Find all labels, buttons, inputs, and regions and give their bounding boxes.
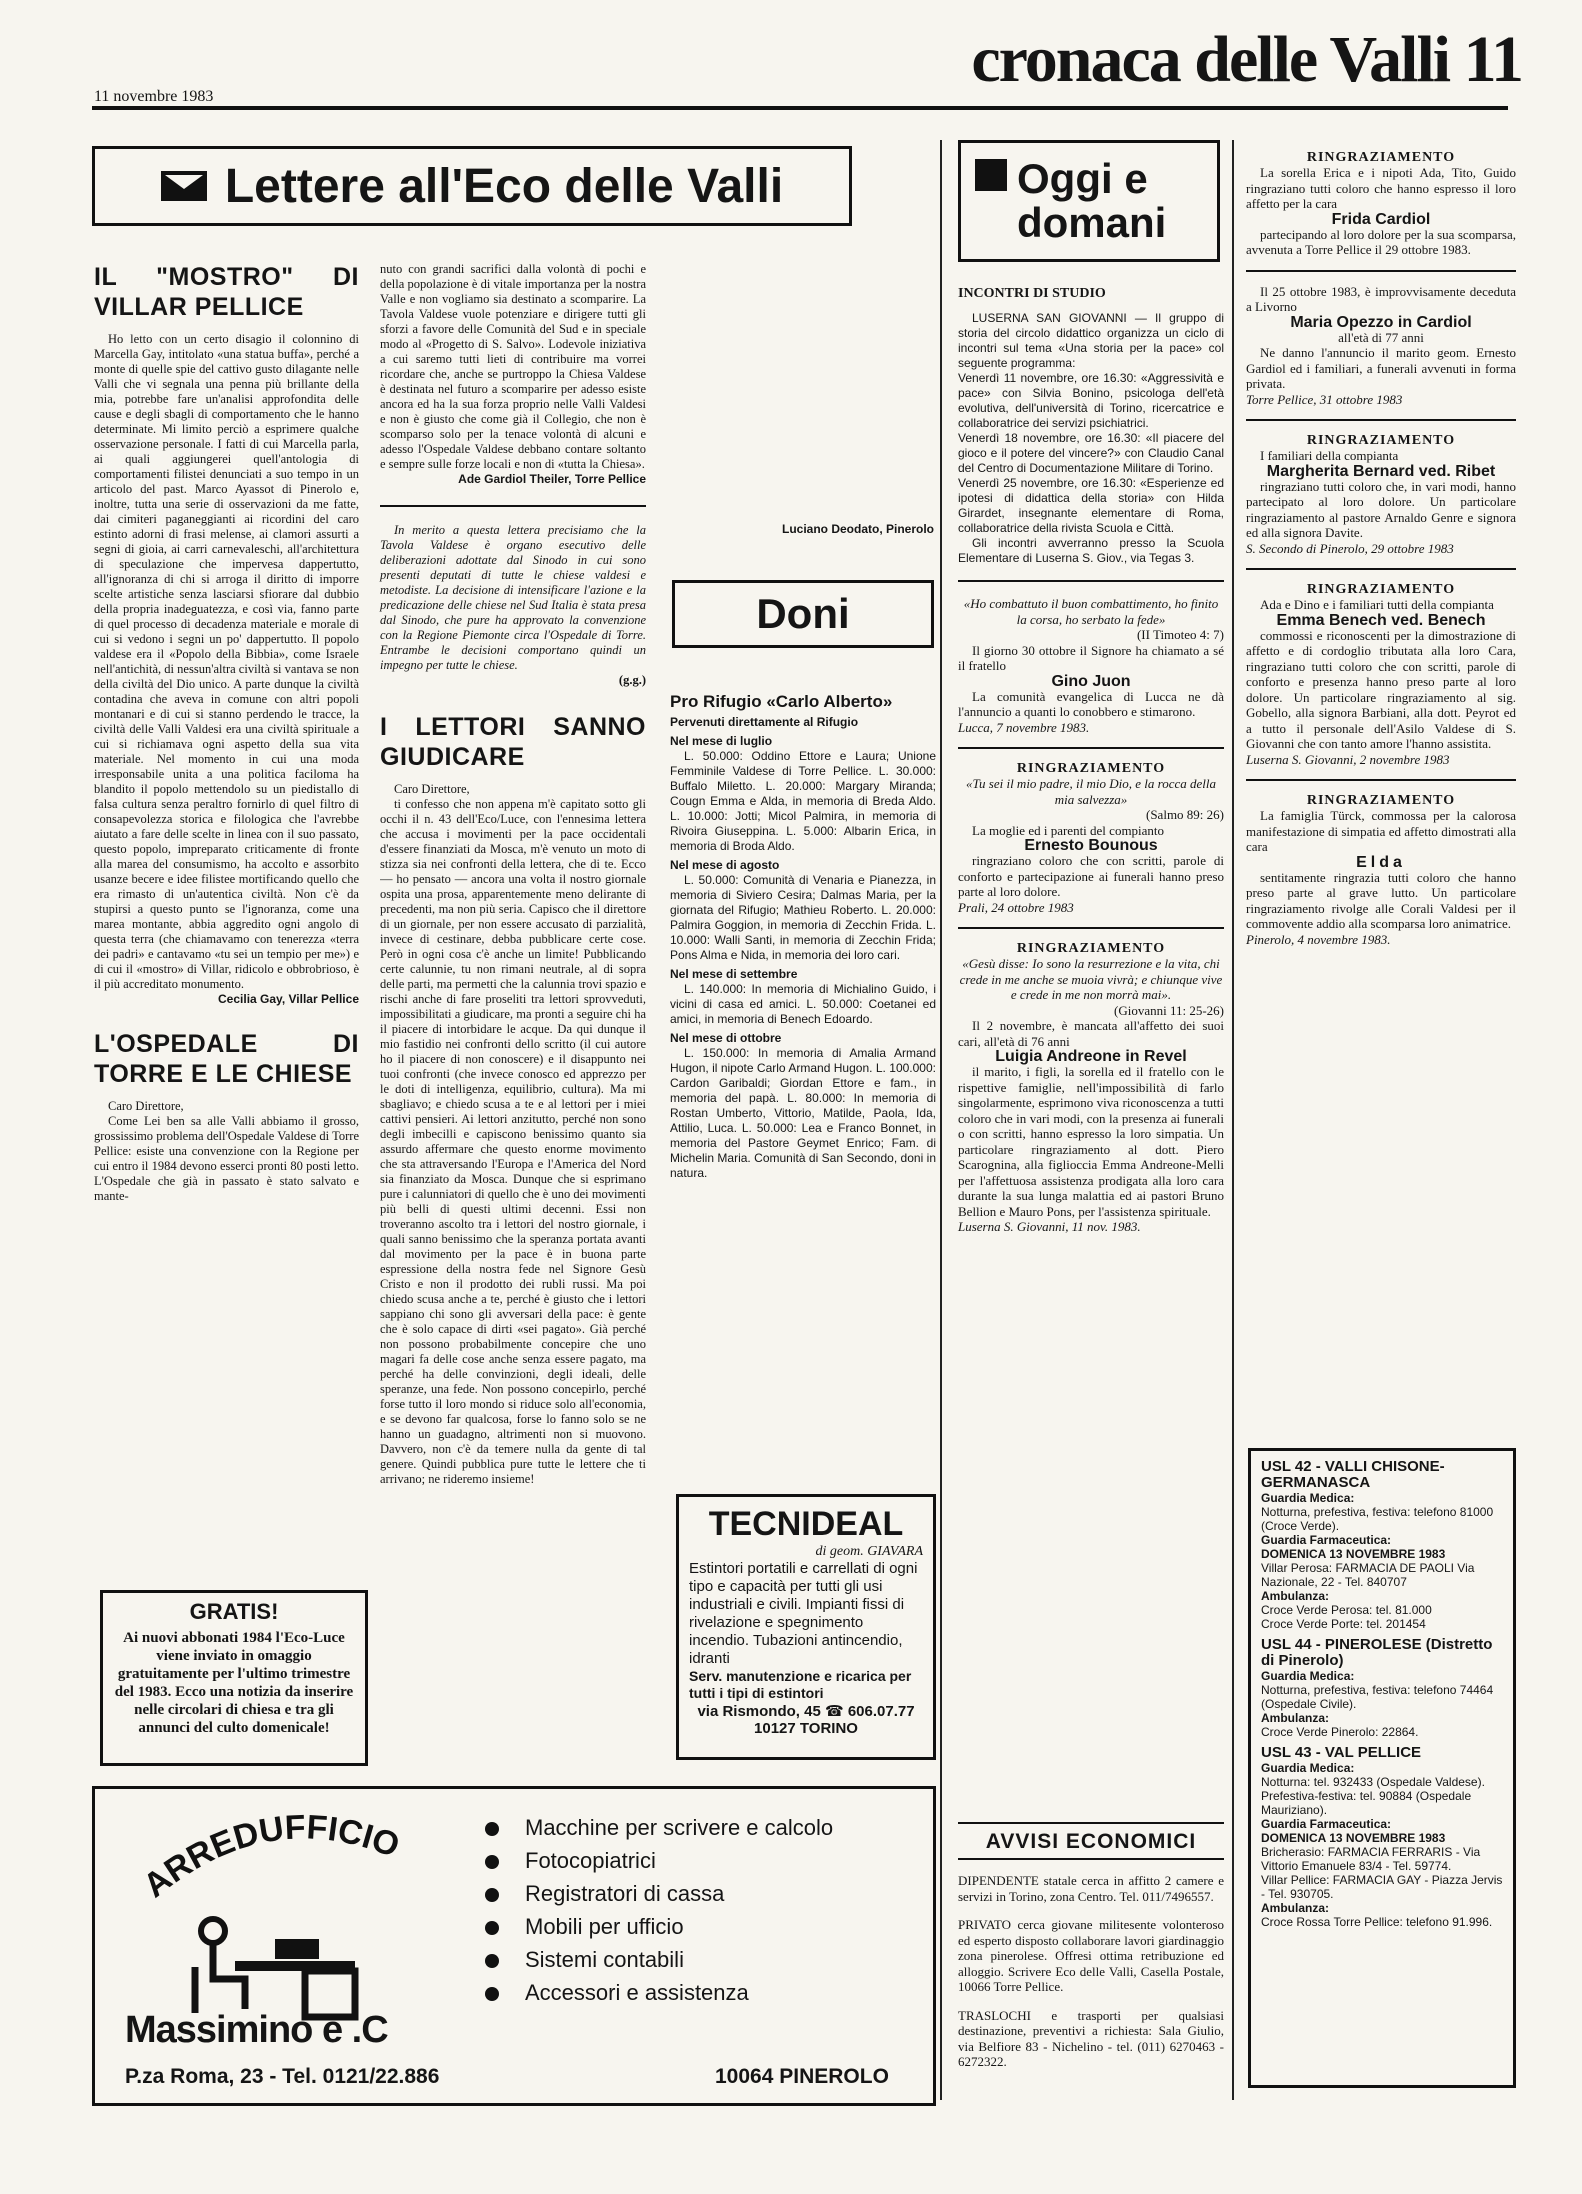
bernard-head: RINGRAZIAMENTO (1306, 433, 1456, 448)
bullet-icon (485, 1987, 499, 2001)
elda-text2: sentitamente ringrazia tutti coloro che hanno preso parte al grave lutto. Un particolare ringraziamento rivolge alle Corali Valdesi per il commovente addio alla scomparsa loro animatrice. (1246, 869, 1516, 931)
opezzo-age: all'età di 77 anni (1338, 329, 1424, 345)
bullet-icon (485, 1921, 499, 1935)
usl43-l1: Notturna: tel. 932433 (Ospedale Valdese). (1261, 1775, 1485, 1789)
doni-sub: Pervenuti direttamente al Rifugio (670, 715, 859, 729)
juon-body: Il giorno 30 ottobre il Signore ha chiamato a sé il fratello (958, 642, 1224, 673)
doni-text-4: L. 150.000: In memoria di Amalia Armand Hugon, il nipote Carlo Armand Hugon. L. 100.000: Cardon Garibaldi; Giordan Ettore e fam., in memoria del papà. L. 80.000: In memoria di Rostan Umberto, Vittorio, Matilde, Paola, Ida, Attilio, Luca. L. 50.000: Lea e Franco Bonnet, in memoria del Pastore Geymet Enrico; Fam. di Michelin Maria. Comunità di San Secondo, doni in natura. (670, 1046, 936, 1180)
gratis-body: Ai nuovi abbonati 1984 l'Eco-Luce viene inviato in omaggio gratuitamente per l'ultimo trimestre del 1983. Ecco una notizia da inserire nelle circolari di chiesa e tra gli annunci del culto domenicale! (114, 1630, 354, 1736)
andreone-head: RINGRAZIAMENTO (1016, 941, 1166, 956)
usl43-l2: Prefestiva-festiva: tel. 90884 (Ospedale Mauriziano). (1261, 1789, 1472, 1817)
elda-head: RINGRAZIAMENTO (1306, 793, 1456, 808)
tecnideal-ad (676, 1494, 936, 1760)
avvisi-item-1: DIPENDENTE statale cerca in affitto 2 camere e servizi in Torino, zona Centro. Tel. 011/7496557. (958, 1873, 1224, 1904)
tecnideal-title: TECNIDEAL (708, 1505, 904, 1543)
masthead: cronaca delle Valli 11 (971, 23, 1522, 96)
usl42-l1: Notturna, prefestiva, festiva: telefono 81000 (Croce Verde). (1261, 1505, 1494, 1533)
arredufficio-item-label: Macchine per scrivere e calcolo (525, 1815, 834, 1840)
avvisi-title: AVVISI ECONOMICI (985, 1830, 1197, 1853)
elda-name: Elda (1356, 853, 1406, 871)
column-3 (668, 262, 934, 537)
editor-note: In merito a questa lettera precisiamo che la Tavola Valdese è organo esecutivo delle deliberazioni adottate dal Sinodo in cui sono presenti deputati di tutte le chiese valdesi e metodiste. La decisione di intensificare l'azione e la predicazione delle chiese nel Sud Italia è stata presa dal Sinodo, che pure ha approvato la convenzione con la Regione Piemonte circa l'Ospedale di Torre. Entrambe le decisioni comportano quindi un impegno per tutte le chiese. (380, 523, 646, 672)
gratis-box (100, 1590, 368, 1766)
doni-month-3: Nel mese di settembre (670, 967, 798, 981)
opezzo-name: Maria Opezzo in Cardiol (1290, 313, 1472, 331)
oggi-section: INCONTRI DI STUDIO (958, 286, 1106, 301)
bullet-icon (485, 1954, 499, 1968)
doni-box (672, 580, 934, 648)
tecnideal-body: Estintori portatili e carrellati di ogni tipo e capacità per tutti gli usi industriali e civili. Impianti fissi di rivelazione e spegnimento incendio. Tubazioni antincendio, idranti (689, 1560, 918, 1667)
bullet-icon (485, 1855, 499, 1869)
header-rule (92, 106, 1508, 110)
usl42-title: USL 42 - VALLI CHISONE-GERMANASCA (1261, 1458, 1445, 1491)
svg-text:ARREDUFFICIO (136, 1808, 404, 1905)
andreone-quote: «Gesù disse: Io sono la resurrezione e la vita, chi crede in me anche se muoia vivrà; e chiunque vive e crede in me non morrà mai». (959, 956, 1223, 1002)
arredufficio-item (485, 1910, 833, 1943)
arredufficio-item-label: Sistemi contabili (525, 1947, 684, 1972)
bernard-text1: I familiari della compianta (1260, 448, 1399, 463)
arredufficio-item-label: Registratori di cassa (525, 1881, 725, 1906)
doni-title: Doni (756, 590, 850, 637)
usl-box (1248, 1448, 1516, 2088)
square-icon (975, 159, 1007, 191)
opezzo-text1: Il 25 ottobre 1983, è improvvisamente deceduta a Livorno (1246, 283, 1516, 314)
bernard-text2: ringraziano tutti coloro che, in vari modi, hanno partecipato al loro dolore. Un particolare ringraziamento al pastore Arnaldo Genre e signora ed alla signora Davite. (1246, 478, 1516, 540)
avvisi-item-2: PRIVATO cerca giovane militesente volonteroso ed esperto disposto collaborare lavori giardinaggio zona pinerolese. Offresi ottima retribuzione ed alloggio. Scrivere Eco delle Valli, Casella Postale, 10066 Torre Pellice. (958, 1917, 1224, 1994)
avvisi-top-rule (958, 1822, 1224, 1824)
col2-body: nuto con grandi sacrifici dalla volontà di pochi e della popolazione è di vitale importanza per la nostra Valle e non vogliamo sia destinato a scomparire. La Tavola Valdese vuole potenziare e dirigere tutti gli sforzi a favore delle Comunità del Sud e in speciale modo al «Progetto di S. Salvo». Lodevole iniziativa a cui saremo tutti lieti di contribuire ma vorrei ricordare che, anche se purtroppo la Chiesa Valdese è destinata nel futuro a scomparire per adesso esiste ancora ed ha la sua forza proprio nelle Valli Valdesi e non è giusto che come già il Collegio, che non è scomparso solo per la tenace volontà di alcuni e adesso l'Ospedale Valdese debbano contare soltanto e sempre sulle forze locali e non di «tutta la Chiesa». (380, 262, 646, 471)
usl42-l2: Guardia Farmaceutica: (1261, 1533, 1392, 1547)
sep-elda (1246, 779, 1516, 781)
usl43-l4: DOMENICA 13 NOVEMBRE 1983 (1261, 1831, 1446, 1845)
bounous-body: La moglie ed i parenti del compianto (972, 822, 1165, 838)
oggi-content (958, 286, 1224, 1235)
tecnideal-city: 10127 TORINO (754, 1720, 858, 1737)
andreone-ref: (Giovanni 11: 25-26) (1114, 1002, 1224, 1018)
col2-separator (380, 505, 646, 507)
mostro-body: Ho letto con un certo disagio il colonnino di Marcella Gay, intitolato «una statua buffa», perché a monte di quelle spie del cattivo gusto dilagante nelle Valli che vi segnala una penna più brillante della mia, potrebbe fare un'analisi approfondita delle cause e degli sbagli di comportamento che le hanno determinate. Mi limito perciò a esprimere qualche osservazione personale. I fatti di cui Marcella parla, ai quali aggiungerei quell'antologia di comportamenti filistei denunciati a suo tempo in un articolo del past. Marco Ayassot di Pinerolo e, inoltre, tutta una serie di osservazioni da me fatte, dai cimiteri paganeggianti ai ricordini del caro estinto adorni di frasi melense, ai clamori assurti a segni di gioia, ai carri carnevaleschi, all'architettura di speculazione che impervesa dappertutto, all'ignoranza di chi si arroga il diritto di imporre scelte artistiche senza lasciarsi sfiorare dal dubbio della propria inadeguatezza, e così via, fanno parte di quel processo di decadenza materiale e morale di cui si vedono i segni un po' dappertutto. Il popolo valdese era il «Popolo della Bibbia», come Israele nell'antichità, di nessun'altra civiltà si vantava se non della civiltà del Dio unico. A parte dunque la civiltà contadina che aveva in comune con altri popoli montanari e di cui si stanno perdendo le tracce, la civiltà delle Valli Valdesi era una civiltà spirituale a cui si richiamava ogni aspetto della sua vita materiale. Nel momento in cui una moda irresponsabile unita a una politica faciloma ha blandito il popolo mettendolo su un piedistallo di falsa cultura senza peraltro fornirlo di quel filtro di consapevolezza storica e filologica che l'avrebbe aiutato a fare delle scelte in linea con il suo passato, questo popolo, impreparato criticamente di fronte alla marea del consumismo, ha accolto e assorbito usanze becere e idee filistee mortificando quello che era rimasto di un'autentica civiltà. Non c'è da stupirsi a questo punto se l'ignoranza, come una marea montante, abbia aggredito ogni angolo di questa terra (che chiamavamo con tenerezza «terra dei padri» e cantavamo «tu sei un tempio per me») e di cui il «mostro» di Villar, ridicolo e obbrobrioso, è il più accreditato monumento. (94, 332, 359, 991)
envelope-icon (161, 171, 207, 201)
usl44-l0: Guardia Medica: (1261, 1669, 1355, 1683)
bounous-text: ringraziano coloro che con scritti, parole di conforto e partecipazione ai funerali hanno preso parte al loro dolore. (958, 853, 1224, 899)
lettori-salutation: Caro Direttore, (394, 782, 470, 796)
benech-place: Luserna S. Giovanni, 2 novembre 1983 (1246, 751, 1450, 767)
sep-bounous (958, 747, 1224, 749)
doni-heading: Pro Rifugio «Carlo Alberto» (670, 692, 893, 711)
bullet-icon (485, 1822, 499, 1836)
usl44-l1: Notturna, prefestiva, festiva: telefono 74464 (Ospedale Civile). (1261, 1683, 1494, 1711)
oggi-title: Oggi e domani (1017, 155, 1167, 246)
tecnideal-service: Serv. manutenzione e ricarica per tutti i tipi di estintori (689, 1668, 912, 1701)
opezzo-text2: Ne danno l'annuncio il marito geom. Ernesto Gardiol ed i familiari, a funerali avvenuti in forma privata. (1246, 345, 1516, 391)
arredufficio-logo (115, 1799, 475, 1919)
letters-title: Lettere all'Eco delle Valli (224, 159, 784, 213)
arredufficio-ad (92, 1786, 936, 2106)
column-1 (94, 262, 359, 1204)
usl44-title: USL 44 - PINEROLESE (Distretto di Pinerolo) (1261, 1636, 1493, 1669)
bernard-name: Margherita Bernard ved. Ribet (1266, 462, 1496, 480)
bounous-name: Ernesto Bounous (1024, 837, 1158, 854)
usl43-title: USL 43 - VAL PELLICE (1261, 1744, 1422, 1761)
doni-month-4: Nel mese di ottobre (670, 1031, 782, 1045)
usl42-l0: Guardia Medica: (1261, 1491, 1355, 1505)
opezzo-place: Torre Pellice, 31 ottobre 1983 (1246, 391, 1403, 407)
usl42-l7: Croce Verde Porte: tel. 201454 (1261, 1617, 1426, 1631)
sep-juon (958, 580, 1224, 582)
bounous-place: Prali, 24 ottobre 1983 (958, 899, 1074, 915)
arredufficio-item (485, 1943, 833, 1976)
usl43-l7: Ambulanza: (1261, 1901, 1330, 1915)
doni-text-3: L. 140.000: In memoria di Michialino Guido, i vicini di casa ed amici. L. 50.000: Coetanei ed amici, in memoria di Benech Edoardo. (670, 982, 936, 1026)
doni-text-1: L. 50.000: Oddino Ettore e Laura; Unione Femminile Valdese di Torre Pellice. L. 30.000: Buffalo Miletto. L. 20.000: Margary Miranda; Cougn Emma e Alda, in memoria di Breda Aldo. L. 10.000: Jotti; Micol Palmira, in memoria di Rivoira Giuseppina. L. 5.000: Albarin Erica, in memoria di Broda Aldo. (670, 749, 936, 853)
andreone-text: il marito, i figli, la sorella ed il fratello con le rispettive famiglie, nell'impossibilità di farlo singolarmente, esprimono viva riconoscenza a tutti coloro che in vari modi, con la presenza ai funerali o con scritti, hanno espresso la loro simpatia. Un particolare ringraziamento al dott. Piero Scarognina, alla figlioccia Emma Andreone-Melli per l'affettuosa assistenza prodigata alla loro cara durante la sua lunga malattia ed ai pastori Bruno Bellion e Mauro Pons, per l'assistenza spirituale. (958, 1064, 1224, 1219)
ospedale-body: Come Lei ben sa alle Valli abbiamo il grosso, grossissimo problema dell'Ospedale Valdese di Torre Pellice: esiste una convenzione con la Regione per cui entro il 1984 devono esserci pronti 80 posti letto. L'Ospedale che già in passato è stato salvato e mante- (94, 1114, 359, 1203)
arredufficio-item-label: Accessori e assistenza (525, 1980, 749, 2005)
cardiol-text2: partecipando al loro dolore per la sua scomparsa, avvenuta a Torre Pellice il 29 ottobre 1983. (1246, 226, 1516, 257)
bounous-ref: (Salmo 89: 26) (1146, 807, 1224, 822)
elda-text1: La famiglia Türck, commossa per la calorosa manifestazione di simpatia ed affetto dimostrati alla cara (1246, 808, 1516, 854)
oggi-intro: LUSERNA SAN GIOVANNI — Il gruppo di storia del circolo didattico organizza un ciclo di incontri sul tema «Una storia per la pace» col seguente programma: (958, 311, 1224, 370)
arredufficio-logo-text: ARREDUFFICIO (136, 1808, 405, 1906)
column-5 (1246, 150, 1516, 947)
cardiol-name: Frida Cardiol (1331, 210, 1431, 228)
usl43-l0: Guardia Medica: (1261, 1761, 1355, 1775)
arredufficio-name: Massimino e .C (125, 2009, 388, 2051)
usl42-l4: Villar Perosa: FARMACIA DE PAOLI Via Nazionale, 22 - Tel. 840707 (1261, 1561, 1475, 1589)
ospedale-salutation: Caro Direttore, (108, 1099, 184, 1113)
issue-date: 11 novembre 1983 (94, 88, 214, 105)
doni-list (670, 694, 936, 1181)
doni-month-1: Nel mese di luglio (670, 734, 773, 748)
oggi-item-2: Venerdì 18 novembre, ore 16.30: «Il piacere del gioco e il potere del vincere?» con Claudio Canal del Centro di Documentazione Militare di Torino. (958, 431, 1224, 475)
cardiol-text1: La sorella Erica e i nipoti Ada, Tito, Guido ringraziano tutti coloro che hanno espresso il loro affetto per la cara (1246, 165, 1516, 211)
usl42-l3: DOMENICA 13 NOVEMBRE 1983 (1261, 1547, 1446, 1561)
mostro-title: IL "MOSTRO" DI VILLAR PELLICE (94, 263, 359, 321)
usl44-l2: Ambulanza: (1261, 1711, 1330, 1725)
cardiol-head: RINGRAZIAMENTO (1306, 150, 1456, 165)
arredufficio-item (485, 1844, 833, 1877)
doni-text-2: L. 50.000: Comunità di Venaria e Pianezza, in memoria di Siviero Cesira; Dalmas Maria, per la giornata del Rifugio; Mathieu Roberto. L. 20.000: Palmira Goggion, in memoria di Zecchin Frida. L. 10.000: Walli Santi, in memoria di Zecchin Frida; Pons Alma e Nida, in memoria dei loro cari. (670, 873, 936, 962)
juon-place: Lucca, 7 novembre 1983. (958, 719, 1090, 735)
bernard-place: S. Secondo di Pinerolo, 29 ottobre 1983 (1246, 540, 1454, 556)
tecnideal-sub: di geom. GIAVARA (815, 1544, 923, 1559)
avvisi (958, 1822, 1224, 2083)
andreone-place: Luserna S. Giovanni, 11 nov. 1983. (958, 1219, 1141, 1234)
juon-ref: (II Timoteo 4: 7) (1136, 627, 1224, 642)
sep-bernard (1246, 419, 1516, 421)
avvisi-rule (958, 1858, 1224, 1860)
benech-name: Emma Benech ved. Benech (1276, 611, 1486, 629)
elda-place: Pinerolo, 4 novembre 1983. (1246, 931, 1391, 947)
tecnideal-address: via Rismondo, 45 ☎ 606.07.77 (697, 1703, 915, 1720)
lettori-title: I LETTORI SANNO GIUDICARE (380, 713, 646, 771)
arredufficio-city: 10064 PINEROLO (715, 2065, 889, 2088)
juon-text: La comunità evangelica di Lucca ne dà l'annuncio a quanti lo conobbero e stimarono. (958, 688, 1224, 719)
arredufficio-item (485, 1811, 833, 1844)
arredufficio-list (485, 1811, 833, 2009)
andreone-name: Luigia Andreone in Revel (995, 1048, 1187, 1065)
oggi-box (958, 140, 1220, 262)
sep-opezzo (1246, 270, 1516, 272)
juon-name: Gino Juon (1051, 672, 1131, 690)
bounous-quote: «Tu sei il mio padre, il mio Dio, e la rocca della mia salvezza» (966, 776, 1216, 807)
oggi-item-1: Venerdì 11 novembre, ore 16.30: «Aggressività e pace» con Silvia Bonino, psicologa dell'età evolutiva, dell'università di Torino, ricercatrice e collaboratrice dei servizi psichiatrici. (958, 371, 1224, 430)
letters-section-header (92, 146, 852, 226)
usl44-l3: Croce Verde Pinerolo: 22864. (1261, 1725, 1419, 1739)
juon-quote: «Ho combattuto il buon combattimento, ho finito la corsa, ho serbato la fede» (963, 596, 1219, 627)
usl43-l8: Croce Rossa Torre Pellice: telefono 91.996. (1261, 1915, 1493, 1929)
arredufficio-item (485, 1877, 833, 1910)
sep-benech (1246, 568, 1516, 570)
column-rule (1232, 140, 1234, 2100)
arredufficio-item (485, 1976, 833, 2009)
editor-note-signature: (g.g.) (618, 673, 646, 687)
usl43-l5: Bricherasio: FARMACIA FERRARIS - Via Vittorio Emanuele 83/4 - Tel. 59774. (1261, 1845, 1481, 1873)
oggi-item-3: Venerdì 25 novembre, ore 16.30: «Esperienze ed ipotesi di didattica della storia» con Hilda Girardet, insegnante elementare di Roma, collaboratrice della rivista Scuola e Città. (958, 476, 1224, 535)
benech-text2: commossi e riconoscenti per la dimostrazione di affetto e di cordoglio tributata alla loro Cara, ringraziano tutti coloro che con scritti, parole di conforto e presenza hanno preso parte al loro dolore. Un particolare ringraziamento al sig. Gobello, alla signora Barbiani, alla dott. Peyrot ed a tutto il personale dell'Asilo Valdese di S. Giovanni che con tanto amore l'hanno assistita. (1246, 627, 1516, 751)
bounous-head: RINGRAZIAMENTO (1016, 761, 1166, 776)
col2-signature: Ade Gardiol Theiler, Torre Pellice (458, 472, 646, 486)
usl43-l3: Guardia Farmaceutica: (1261, 1817, 1392, 1831)
arredufficio-item-label: Mobili per ufficio (525, 1914, 684, 1939)
lettori-body: ti confesso che non appena m'è capitato sotto gli occhi il n. 43 dell'Eco/Luce, con l'ennesima lettera che accusa i movimenti per la pace occidentali d'essere finanziati da Mosca, m'è venuto un moto di stizza sia nei confronti della lettera, che di te. Ecco — ho pensato — ancora una volta il nostro giornale ospita una prosa, apparentemente meno delirante di precedenti, ma non più seria. Capisco che il direttore di un giornale, per non essere accusato di parzialità, invece di cestinare, debba pubblicare certe cose. Però in ogni cosa c'è anche un limite! Pubblicando certe calunnie, tu non rimani neutrale, al di sopra delle parti, ma permetti che la calunnia trovi spazio e rischi anche di fare proseliti tra lettori sprovveduti, impossibilitati a giudicare, ma pronti a seguire chi ha il piacere di intorbidare le acque. Da qui dunque il mio fastidio nei confronti dello scritto (il cui autore ho il piacere di non conoscere) e il disappunto nei tuoi confronti (che invece conosco ed apprezzo per le doti di intelligenza, equilibrio, cultura). Ma mi sbagliavo; e chiedo scusa a te e al lettori per i miei cattivi pensieri. Ai lettori anzitutto, perché non sono degli imbecilli e capiscono benissimo quanto sia assurdo affermare che questo enorme movimento che sta attraversando l'Europa e l'America del Nord sia finanziato da Mosca. Dunque che si esprimano pure i calunniatori di quello che è uno dei movimenti più belli di questi ultimi decenni. Essi non troveranno ascolto tra i lettori del nostro giornale, i quali sanno benissimo che la speranza portata avanti dal movimento per la pace è in buona parte espressione della nostra fede nel Signore Gesù Cristo e non il prodotto dei rubli russi. Ma poi chiedo scusa anche a te, perché è giusto che i lettori sappiano chi sono gli avversari della pace: è gente che è solo capace di dirti «sei pagato». Già perché non possono probabilmente concepire che uno magari fa delle cose anche senza essere pagato, ma perché ha delle convinzioni, degli ideali, delle speranze, una fede. Non possono concepirlo, perché forse tutto il loro mondo si riduce solo all'economia, e se devono far qualcosa, forse lo fanno solo se ne hanno un guadagno, altrimenti non si muovono. Davvero, non c'è da temere nulla da gente di tal genere. Quindi pubblica pure tutte le lettere che ti arrivano; ne rideremo insieme! (380, 797, 646, 1486)
benech-head: RINGRAZIAMENTO (1306, 582, 1456, 597)
ospedale-title: L'OSPEDALE DI TORRE E LE CHIESE (94, 1030, 359, 1088)
avvisi-item-3: TRASLOCHI e trasporti per qualsiasi destinazione, preventivi a richiesta: Sala Giulio, via Belfiore 83 - Nichelino - tel. (011) 6270463 - 6272322. (958, 2007, 1224, 2069)
mostro-signature: Cecilia Gay, Villar Pellice (218, 992, 359, 1006)
arredufficio-item-label: Fotocopiatrici (525, 1848, 656, 1873)
andreone-body: Il 2 novembre, è mancata all'affetto dei suoi cari, all'età di 76 anni (958, 1018, 1224, 1049)
bullet-icon (485, 1888, 499, 1902)
benech-text1: Ada e Dino e i familiari tutti della compianta (1260, 597, 1494, 612)
column-rule (940, 140, 942, 2100)
sep-andreone (958, 927, 1224, 929)
usl43-l6: Villar Pellice: FARMACIA GAY - Piazza Jervis - Tel. 930705. (1261, 1873, 1503, 1901)
usl42-l5: Ambulanza: (1261, 1589, 1330, 1603)
lettori-signature: Luciano Deodato, Pinerolo (781, 522, 934, 536)
gratis-title: GRATIS! (189, 1599, 279, 1624)
arredufficio-address: P.za Roma, 23 - Tel. 0121/22.886 (125, 2065, 440, 2088)
oggi-footer: Gli incontri avverranno presso la Scuola Elementare di Luserna S. Giov., via Tegas 3. (958, 536, 1224, 565)
column-2 (380, 262, 646, 1487)
doni-month-2: Nel mese di agosto (670, 858, 780, 872)
usl42-l6: Croce Verde Perosa: tel. 81.000 (1261, 1603, 1432, 1617)
